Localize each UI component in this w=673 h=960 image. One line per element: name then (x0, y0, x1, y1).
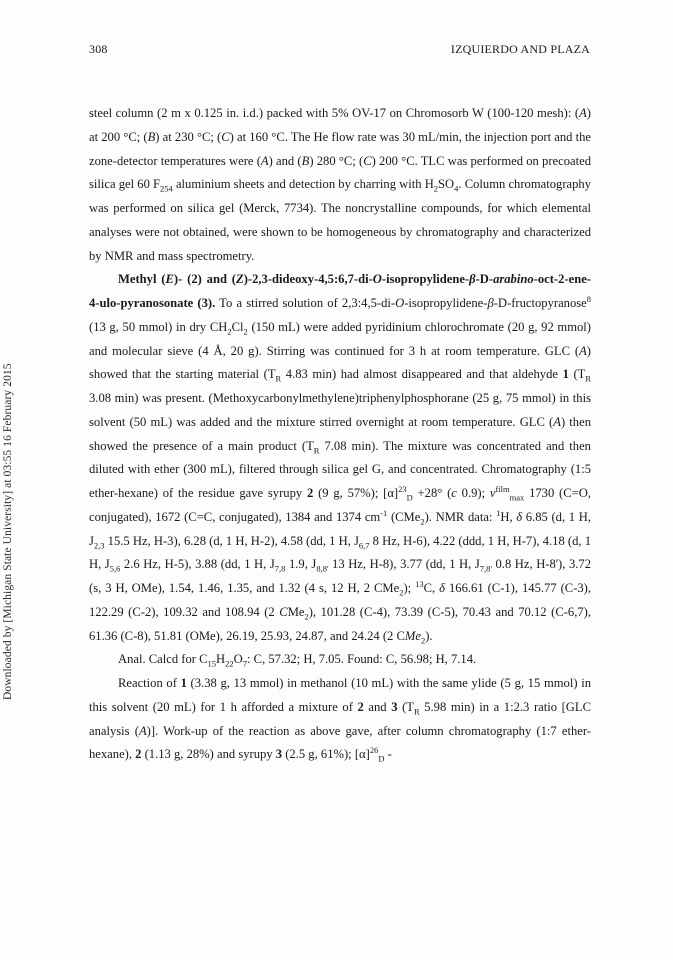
page-number: 308 (89, 42, 108, 56)
article-body (89, 102, 591, 767)
paragraph-elemental-analysis: Anal. Calcd for $C_{15}H_{22}O_7$: C, 57.32; H, 7.05. Found: C, 56.98; H, 7.14. (118, 652, 477, 669)
paragraph-reaction: Reaction of 1 (3.38 g, 13 mmol) in methanol (10 mL) with the same ylide (5 g, 15 mmol) in this solvent (20 mL) for 1 h afforded a mixture of 2 and 3 ($T_R$ 5.98 min) in a 1:2.3 ratio [GLC analysis (A)]. Work-up of the reaction as above gave, after column chromatography (1:7 ether-hexane), 2 (1.13 g, 28%) and syrupy 3 (2.5 g, 61%); $[\alpha]^{26}_D$ - (89, 676, 591, 764)
download-watermark: Downloaded by [Michigan State University] at 03:55 16 February 2015 (2, 363, 14, 700)
paragraph-compound-synthesis: Methyl (E)- (2) and (Z)-2,3-dideoxy-4,5:6,7-di-O-isopropylidene-β-D-arabino-oct-2-ene-4-ulo-pyranosonate (3). To a stirred solution of 2,3:4,5-di-O-isopropylidene-β-D-fructopyranose$^8$ (13 g, 50 mmol) in dry $CH_2Cl_2$ (150 mL) were added pyridinium chlorochromate (20 g, 92 mmol) and molecular sieve (4 Å, 20 g). Stirring was continued for 3 h at room temperature. GLC (A) showed that the starting material ($T_R$ 4.83 min) had almost disappeared and that aldehyde 1 ($T_R$ 3.08 min) was present. (Methoxycarbonylmethylene)triphenylphosphorane (25 g, 75 mmol) in this solvent (50 mL) was added and the mixture stirred overnight at room temperature. GLC (A) then showed the presence of a main product ($T_R$ 7.08 min). The mixture was concentrated and then diluted with ether (300 mL), filtered through silica gel G, and concentrated. Chromatography (1:5 ether-hexane) of the residue gave syrupy 2 (9 g, 57%); $[\alpha]^{23}_D +28^\circ$ (c 0.9); $\nu^{film}_{max}$ 1730 (C=O, conjugated), 1672 (C=C, conjugated), 1384 and 1374 $cm^{-1}$ (CMe$_2$). NMR data: $^1$H, δ 6.85 (d, 1 H, $J_{2,3}$ 15.5 Hz, H-3), 6.28 (d, 1 H, H-2), 4.58 (dd, 1 H, $J_{6,7}$ 8 Hz, H-6), 4.22 (ddd, 1 H, H-7), 4.18 (d, 1 H, $J_{5,6}$ 2.6 Hz, H-5), 3.88 (dd, 1 H, $J_{7,8}$ 1.9, $J_{8,8'}$ 13 Hz, H-8), 3.77 (dd, 1 H, $J_{7,8'}$ 0.8 Hz, H-8'), 3.72 (s, 3 H, OMe), 1.54, 1.46, 1.35, and 1.32 (4 s, 12 H, 2 CMe$_2$); $^{13}$C, δ 166.61 (C-1), 145.77 (C-3), 122.29 (C-2), 109.32 and 108.94 (2 CMe$_2$), 101.28 (C-4), 73.39 (C-5), 70.43 and 70.12 (C-6,7), 61.36 (C-8), 51.81 (OMe), 26.19, 25.93, 24.87, and 24.24 (2 CMe$_2$). (89, 272, 592, 646)
running-head: IZQUIERDO AND PLAZA (450, 42, 590, 56)
paragraph-instrumentation: steel column (2 m x 0.125 in. i.d.) packed with 5% OV-17 on Chromosorb W (100-120 mesh): (A) at 200 °C; (B) at 230 °C; (C) at 160 °C. The He flow rate was 30 mL/min, the injection port and the zone-detector temperatures were (A) and (B) 280 °C; (C) 200 °C. TLC was performed on precoated silica gel 60 $F_{254}$ aluminium sheets and detection by charring with $H_2SO_4$. Column chromatography was performed on silica gel (Merck, 7734). The noncrystalline compounds, for which elemental analyses were not obtained, were shown to be homogeneous by chromatography and characterized by NMR and mass spectrometry. (89, 106, 591, 263)
page-header (89, 42, 590, 62)
